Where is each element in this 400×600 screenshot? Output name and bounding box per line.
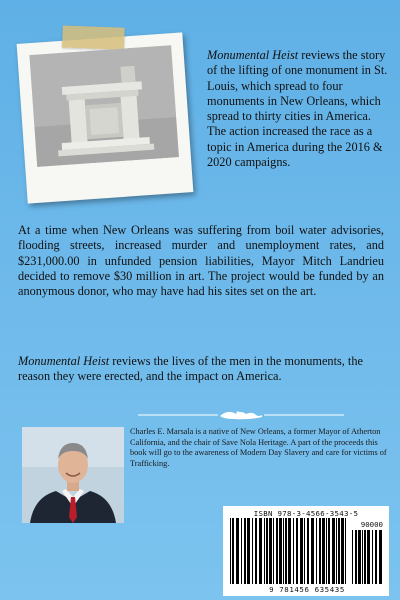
barcode-digits: 9 781456 635435 bbox=[269, 585, 345, 594]
author-photo bbox=[22, 427, 124, 523]
decorative-divider-icon bbox=[138, 408, 344, 422]
top-blurb bbox=[207, 48, 389, 170]
monument-polaroid bbox=[17, 32, 194, 203]
monument-pedestal-illustration bbox=[29, 45, 178, 167]
bottom-blurb-text: reviews the lives of the men in the monuments, the reason they were erected, and the impact on America. bbox=[18, 354, 363, 384]
book-title-bottom: Monumental Heist bbox=[18, 354, 110, 368]
barcode-box bbox=[223, 506, 389, 596]
bottom-blurb bbox=[18, 354, 384, 385]
top-blurb-text: reviews the story of the lifting of one monument in St. Louis, which spread to four monuments in New Orleans, which spread to thirty cities in America. The action increased the race as a topic in America during the 2016 & 2020 campaigns. bbox=[207, 48, 388, 170]
isbn-text: ISBN 978-3-4566-3543-5 bbox=[253, 509, 359, 518]
author-portrait bbox=[22, 427, 124, 523]
price-barcode-icon bbox=[351, 530, 385, 584]
tape-strip bbox=[62, 26, 125, 50]
monument-photo bbox=[29, 45, 178, 167]
price-code: 90000 bbox=[360, 520, 383, 529]
author-bio: Charles E. Marsala is a native of New Orleans, a former Mayor of Atherton California, and the chair of Save Nola Heritage. A part of the proceeds this book will go to the awareness of Modern Day Slavery and care for victims of Trafficking. bbox=[130, 427, 387, 468]
book-title-top: Monumental Heist bbox=[207, 48, 299, 62]
isbn-barcode-icon bbox=[229, 518, 349, 584]
middle-paragraph: At a time when New Orleans was suffering from boil water advisories, flooding streets, increased murder and unemployment rates, and $231,000.00 in unfunded pension liabilities, Mayor Mitch Landrieu decided to remove $30 million in art. The project would be funded by an anonymous donor, who may have had his sites set on the art. bbox=[18, 223, 384, 299]
